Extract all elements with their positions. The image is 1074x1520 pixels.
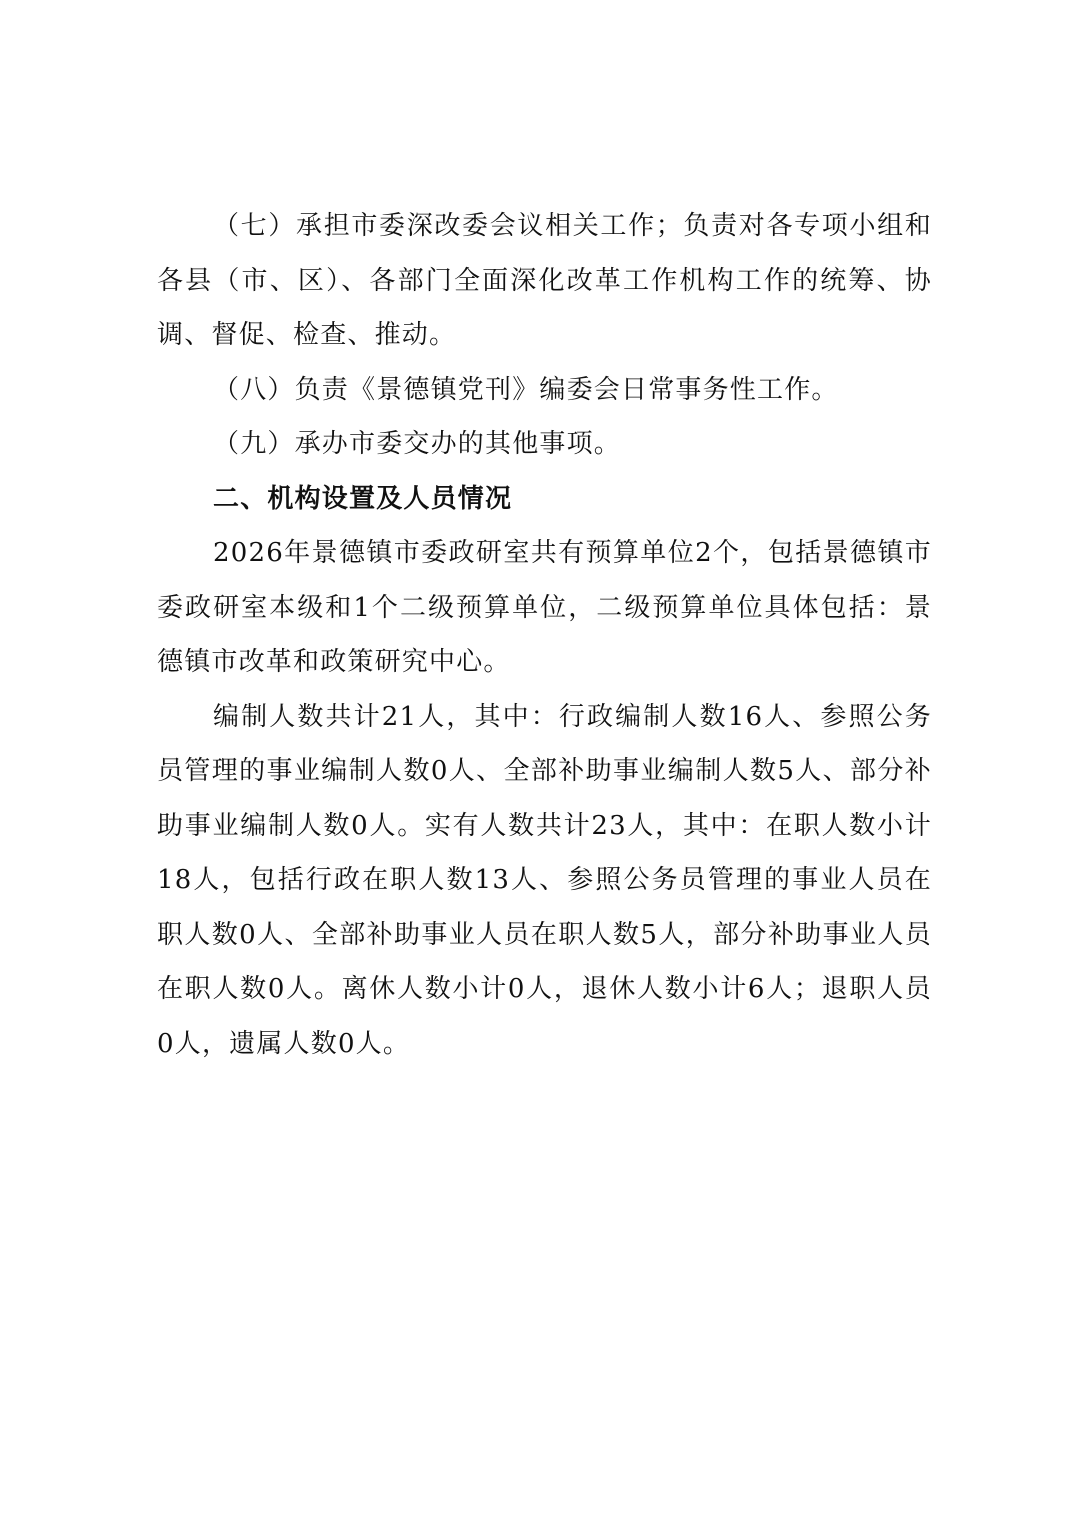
section-heading: 二、机构设置及人员情况 [213,483,513,514]
document-body [157,199,932,1071]
paragraph-budget-units: 2026年景德镇市委政研室共有预算单位2个，包括景德镇市委政研室本级和1个二级预算单位，二级预算单位具体包括：景德镇市改革和政策研究中心。 [157,538,932,677]
paragraph-item-9: （九）承办市委交办的其他事项。 [213,429,622,459]
paragraph-item-8: （八）负责《景德镇党刊》编委会日常事务性工作。 [213,374,839,405]
paragraph-staffing: 编制人数共计21人，其中：行政编制人数16人、参照公务员管理的事业编制人数0人、全部补助事业编制人数5人、部分补助事业编制人数0人。实有人数共计23人，其中：在职人数小计18人，包括行政在职人数13人、参照公务员管理的事业人员在职人数0人、全部补助事业人员在职人数5人，部分补助事业人员在职人数0人。离休人数小计0人，退休人数小计6人；退职人员0人，遗属人数0人。 [157,701,932,1059]
paragraph-item-7: （七）承担市委深改委会议相关工作；负责对各专项小组和各县（市、区）、各部门全面深化改革工作机构工作的统筹、协调、督促、检查、推动。 [157,211,932,350]
